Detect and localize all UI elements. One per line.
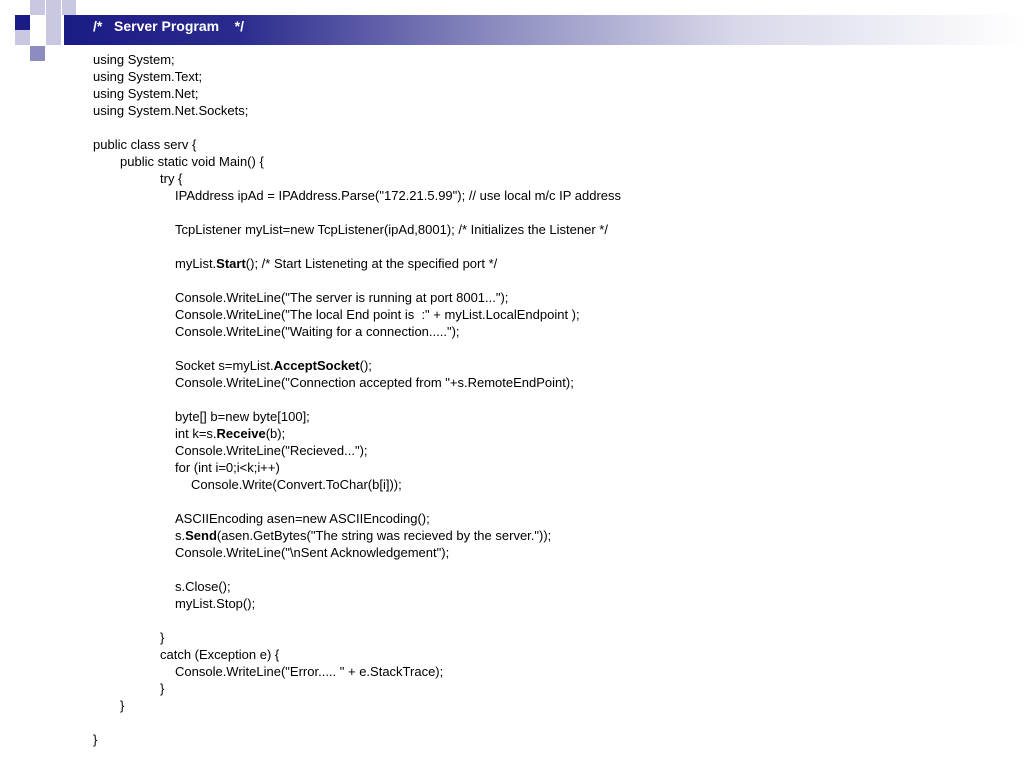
code-keyword-bold: AcceptSocket: [273, 358, 360, 373]
decor-square: [62, 0, 76, 15]
code-text: int k=s.: [175, 426, 217, 441]
code-text: using System.Net;: [93, 86, 199, 101]
code-text: Console.WriteLine("Recieved...");: [175, 443, 368, 458]
code-text: IPAddress ipAd = IPAddress.Parse("172.21.5.99"); // use local m/c IP address: [175, 188, 622, 203]
code-text: catch (Exception e) {: [160, 647, 280, 662]
code-line: [93, 493, 621, 510]
code-line: [93, 595, 621, 612]
code-line: [93, 612, 621, 629]
code-text: ();: [359, 358, 372, 373]
code-line: [93, 102, 621, 119]
code-line: [93, 119, 621, 136]
code-line: [93, 204, 621, 221]
code-line: [93, 629, 621, 646]
code-line: [93, 340, 621, 357]
decor-square: [15, 15, 30, 30]
code-line: [93, 85, 621, 102]
code-keyword-bold: Receive: [216, 426, 266, 441]
code-text: Console.WriteLine("Connection accepted from "+s.RemoteEndPoint);: [175, 375, 574, 390]
code-line: [93, 510, 621, 527]
code-text: public static void Main() {: [120, 154, 264, 169]
code-line: [93, 408, 621, 425]
decor-square: [46, 30, 61, 45]
code-line: [93, 153, 621, 170]
code-text: s.Close();: [175, 579, 231, 594]
code-line: [93, 476, 621, 493]
code-text: Console.WriteLine("The server is running at port 8001...");: [175, 290, 509, 305]
code-text: (); /* Start Listeneting at the specified port */: [245, 256, 498, 271]
code-line: [93, 731, 621, 748]
code-text: Console.WriteLine("Waiting for a connection.....");: [175, 324, 460, 339]
code-text: Console.WriteLine("Error..... " + e.StackTrace);: [175, 664, 444, 679]
code-text: using System;: [93, 52, 175, 67]
code-line: [93, 459, 621, 476]
decor-square: [46, 0, 61, 15]
code-line: [93, 323, 621, 340]
code-text: (asen.GetBytes("The string was recieved by the server."));: [216, 528, 552, 543]
code-line: [93, 68, 621, 85]
code-line: [93, 51, 621, 68]
code-text: TcpListener myList=new TcpListener(ipAd,8001); /* Initializes the Listener */: [175, 222, 608, 237]
decor-square: [30, 46, 45, 61]
code-line: [93, 697, 621, 714]
code-text: Console.WriteLine("The local End point is :" + myList.LocalEndpoint );: [175, 307, 580, 322]
code-line: [93, 561, 621, 578]
code-text: }: [93, 732, 98, 747]
code-text: s.: [175, 528, 186, 543]
code-line: [93, 442, 621, 459]
code-text: public class serv {: [93, 137, 197, 152]
code-text: using System.Net.Sockets;: [93, 103, 249, 118]
code-text: Console.Write(Convert.ToChar(b[i]));: [191, 477, 402, 492]
decor-square: [30, 0, 45, 15]
code-text: myList.: [175, 256, 217, 271]
code-line: [93, 425, 621, 442]
code-line: [93, 187, 621, 204]
code-line: [93, 714, 621, 731]
code-line: [93, 136, 621, 153]
code-line: [93, 646, 621, 663]
code-text: Console.WriteLine("\nSent Acknowledgement");: [175, 545, 450, 560]
code-line: [93, 680, 621, 697]
code-line: [93, 170, 621, 187]
decor-square: [46, 15, 61, 30]
code-text: myList.Stop();: [175, 596, 256, 611]
slide-title: /* Server Program */: [93, 18, 244, 34]
code-line: [93, 255, 621, 272]
code-keyword-bold: Start: [216, 256, 246, 271]
code-text: ASCIIEncoding asen=new ASCIIEncoding();: [175, 511, 430, 526]
code-line: [93, 527, 621, 544]
code-line: [93, 289, 621, 306]
code-block: [93, 51, 621, 748]
code-line: [93, 238, 621, 255]
code-text: }: [160, 681, 165, 696]
code-line: [93, 663, 621, 680]
code-text: using System.Text;: [93, 69, 203, 84]
code-text: Socket s=myList.: [175, 358, 274, 373]
code-line: [93, 374, 621, 391]
code-text: }: [160, 630, 165, 645]
code-text: for (int i=0;i<k;i++): [175, 460, 280, 475]
code-line: [93, 357, 621, 374]
code-line: [93, 391, 621, 408]
decor-square: [15, 30, 30, 45]
code-line: [93, 578, 621, 595]
code-line: [93, 221, 621, 238]
code-line: [93, 272, 621, 289]
code-text: byte[] b=new byte[100];: [175, 409, 310, 424]
code-keyword-bold: Send: [185, 528, 217, 543]
code-line: [93, 544, 621, 561]
code-text: }: [120, 698, 125, 713]
code-text: (b);: [265, 426, 286, 441]
code-line: [93, 306, 621, 323]
code-text: try {: [160, 171, 183, 186]
